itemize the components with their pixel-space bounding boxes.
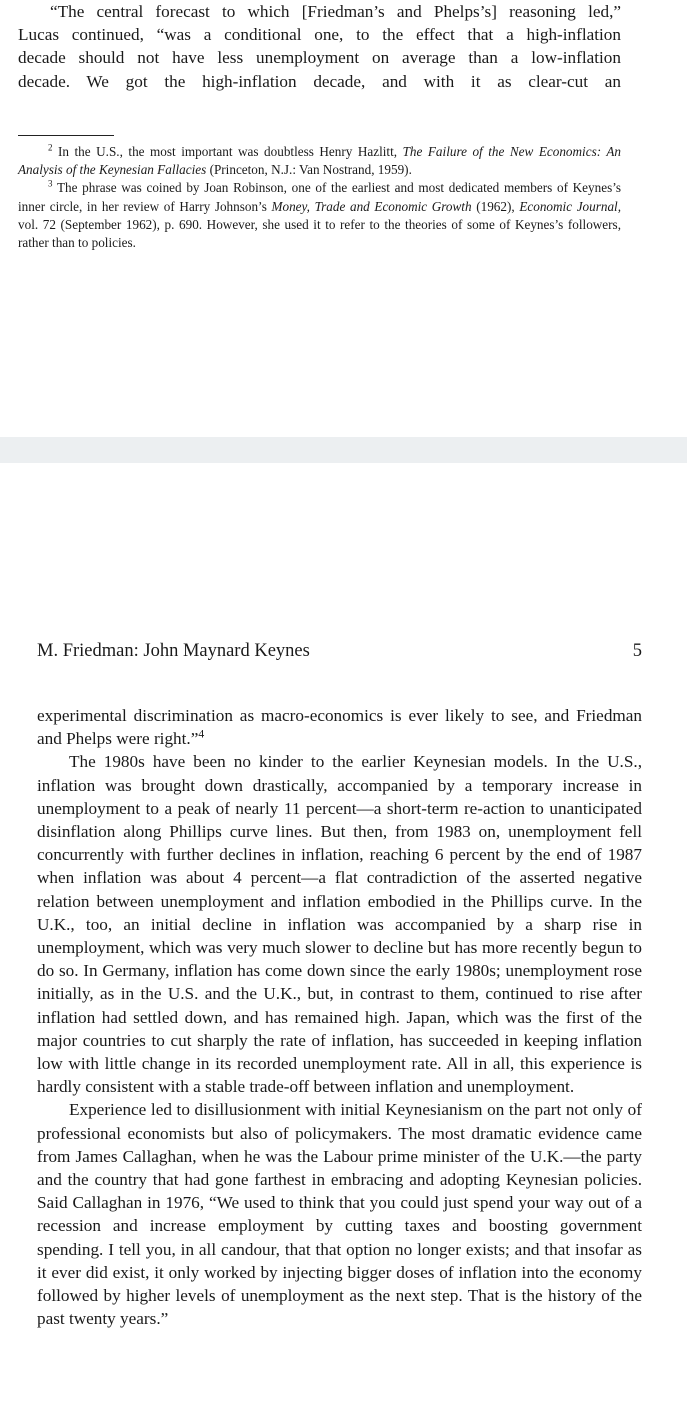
body-paragraph-callaghan: Experience led to disillusionment with initial Keynesianism on the part not only of professional economists but also of policymakers. The most dramatic evidence came from James Callaghan, when he was the Labour prime minister of the U.K.—the party and the country that had gone farthest in embracing and adopting Keynesian policies. Said Callaghan in 1976, “We used to think that you could just spend your way out of a recession and increase employment by cutting taxes and boosting government spending. I tell you, in all candour, that that option no longer exists; and that insofar as it ever did exist, it only worked by injecting bigger doses of inflation into the economy followed by higher levels of unemployment as the next step. That is the history of the past twenty years.” (37, 1100, 642, 1329)
book-title: Money, Trade and Economic Growth (271, 198, 472, 214)
text-line: decade should not have less unemployment on average than a low-inflation (18, 48, 621, 68)
footnote-text: The phrase was coined by Joan Robinson, one of the earliest and most dedicated members of Keynes’s inner circle, in her review of Harry Johnson’s (18, 180, 622, 214)
footnotes (18, 143, 621, 252)
footnote-text: vol. 72 (September 1962), p. 690. However, she used it to refer to the theories of some of Keynes’s followers, rather than to policies. (18, 216, 621, 251)
text-line: Lucas continued, “was a conditional one, to the effect that a high-inflation (18, 25, 621, 45)
page-body (37, 704, 642, 1330)
text-line: “The central forecast to which [Friedman’s and Phelps’s] reasoning led,” (50, 2, 621, 21)
footnote-text: (Princeton, N.J.: Van Nostrand, 1959). (209, 162, 412, 178)
page-5 (0, 463, 687, 1412)
footnote-2 (18, 143, 621, 179)
footnote-number: 3 (48, 179, 53, 190)
page-number: 5 (632, 641, 642, 661)
page-4-fragment (0, 0, 687, 437)
running-header (37, 641, 642, 667)
footnote-divider (18, 135, 114, 136)
book-title: The Failure of the New Economics: An Analysis of the Keynesian Fallacies (18, 144, 622, 178)
text-line: decade. We got the high-inflation decade, and with it as clear-cut an (18, 71, 621, 91)
footnote-3 (18, 179, 621, 252)
body-paragraph-lucas (18, 0, 621, 93)
page-separator (0, 437, 687, 463)
body-paragraph-continued (37, 704, 642, 750)
footnote-text: (1962), (476, 198, 515, 214)
journal-title: Economic Journal, (519, 198, 622, 214)
footnote-number: 2 (48, 142, 53, 153)
footnote-ref: 4 (198, 727, 205, 741)
body-paragraph-1980s: The 1980s have been no kinder to the earlier Keynesian models. In the U.S., inflation was brought down drastically, accompanied by a temporary increase in unemployment to a peak of nearly 11 percent—a short-term re-action to unanticipated disinflation along Phillips curve lines. But then, from 1983 on, unemployment fell concurrently with further declines in inflation, reaching 6 percent by the end of 1987 when inflation was about 4 percent—a flat contradiction of the asserted negative relation between unemployment and inflation embodied in the Phillips curve. In the U.K., too, an initial decline in inflation was accompanied by a sharp rise in unemployment, which was very much slower to decline but has more recently begun to do so. In Germany, inflation has come down since the early 1980s; unemployment rose initially, as in the U.S. and the U.K., but, in contrast to them, continued to rise after inflation had settled down, and has remained high. Japan, which was the first of the major countries to cut sharply the rate of inflation, has succeeded in keeping inflation low with little change in its recorded unemployment rate. All in all, this experience is hardly consistent with a stable trade-off between inflation and unemployment. (37, 752, 642, 1097)
paragraph-text: experimental discrimination as macro-economics is ever likely to see, and Friedman and Phelps were right.” (37, 706, 642, 749)
running-title: M. Friedman: John Maynard Keynes (37, 641, 310, 661)
footnote-text: In the U.S., the most important was doubtless Henry Hazlitt, (58, 144, 398, 159)
